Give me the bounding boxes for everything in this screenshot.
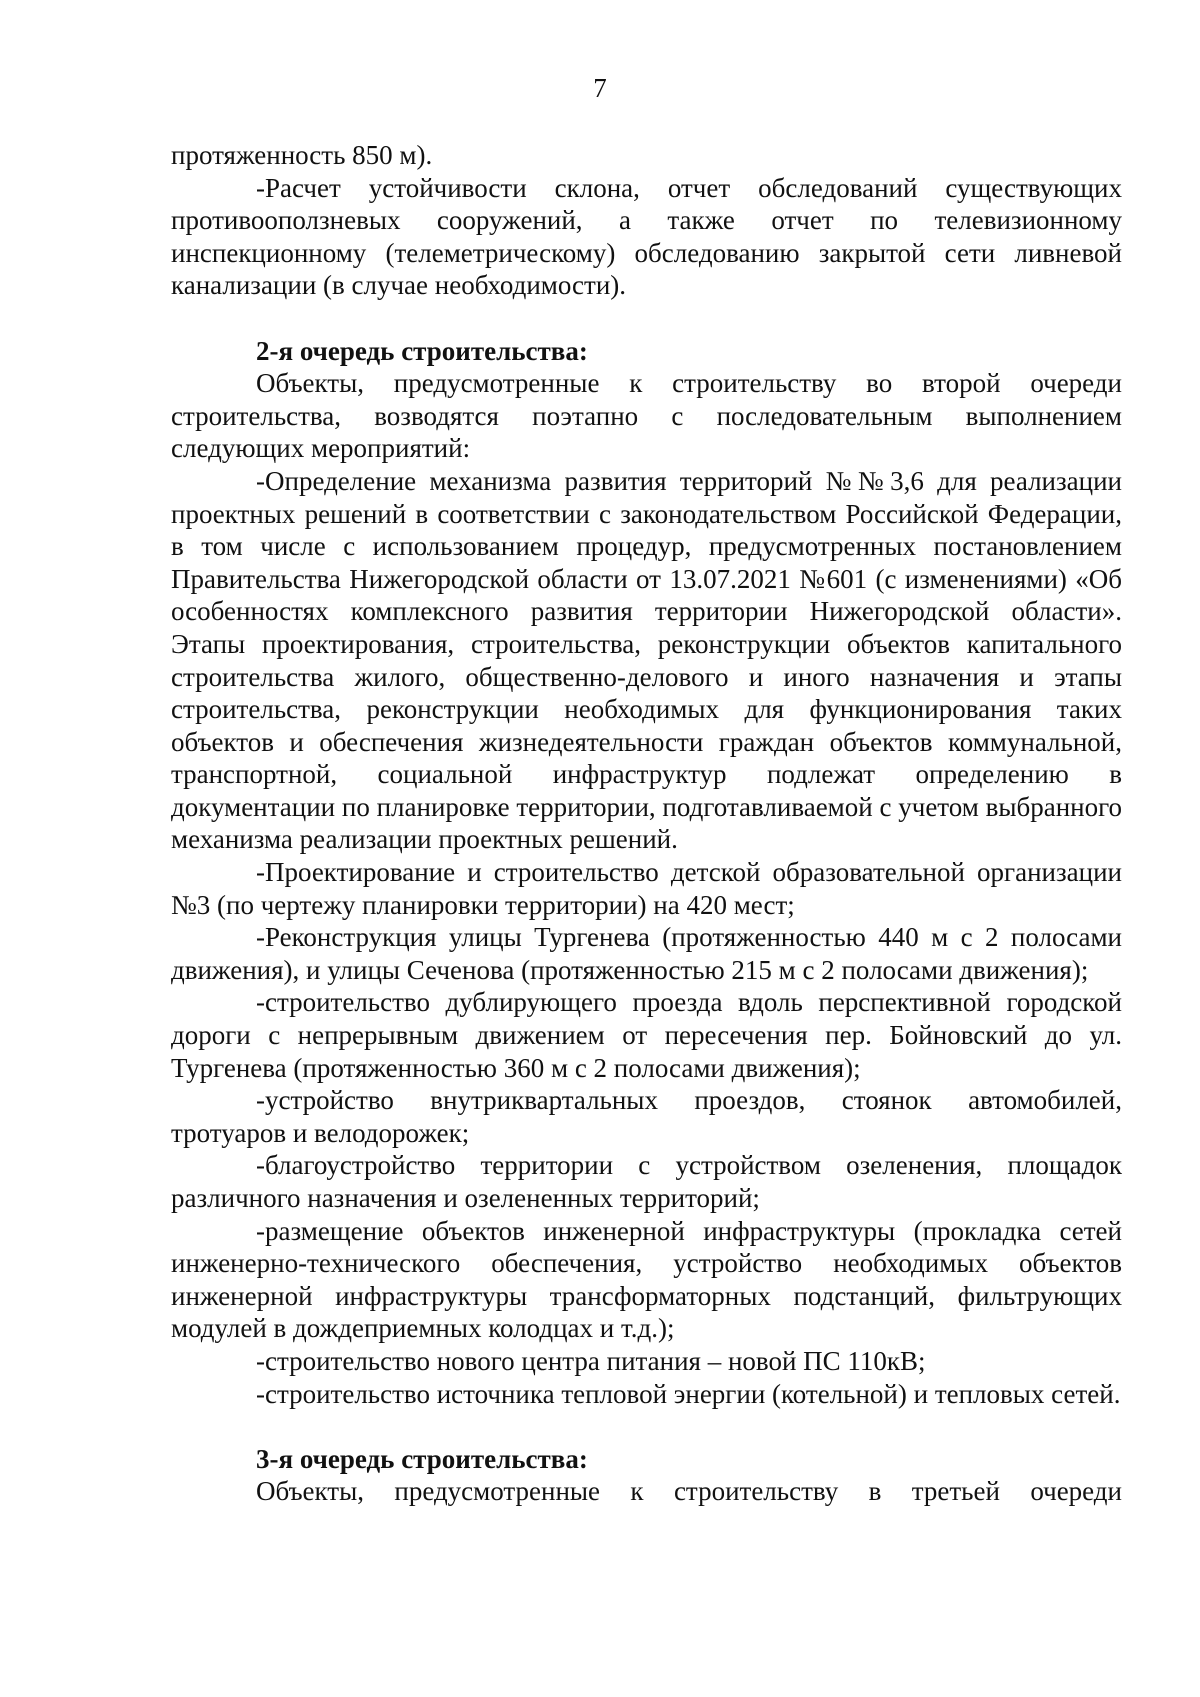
paragraph-street-reconstruction: -Реконструкция улицы Тургенева (протяженностью 440 м с 2 полосами движения), и улицы Сеченова (протяженностью 215 м с 2 полосами движения);: [171, 922, 1122, 985]
paragraph-kindergarten: -Проектирование и строительство детской образовательной организации №3 (по чертежу планировки территории) на 420 мест;: [171, 857, 1122, 920]
spacer: [171, 1410, 1122, 1443]
section-heading-stage-3: 3-я очередь строительства:: [256, 1443, 588, 1474]
paragraph-slope-stability: -Расчет устойчивости склона, отчет обследований существующих противооползневых сооружений, а также отчет по телевизионному инспекционному (телеметрическому) обследованию закрытой сети ливневой канализации (в случае необходимости).: [171, 172, 1122, 301]
spacer: [171, 302, 1122, 335]
paragraph-power-center: -строительство нового центра питания – новой ПС 110кВ;: [256, 1345, 926, 1376]
paragraph-continuation: протяженность 850 м).: [171, 140, 433, 170]
paragraph-inner-driveways: -устройство внутриквартальных проездов, стоянок автомобилей, тротуаров и велодорожек;: [171, 1085, 1122, 1148]
body-text: [171, 139, 1122, 1508]
paragraph-stage-2-intro: Объекты, предусмотренные к строительству во второй очереди строительства, возводятся поэтапно с последовательным выполнением следующих мероприятий:: [171, 368, 1122, 464]
section-heading-stage-2: 2-я очередь строительства:: [256, 335, 588, 366]
paragraph-landscaping: -благоустройство территории с устройством озеленения, площадок различного назначения и озелененных территорий;: [171, 1150, 1122, 1213]
paragraph-heat-source: -строительство источника тепловой энергии (котельной) и тепловых сетей.: [256, 1378, 1121, 1409]
paragraph-stage-3-intro: Объекты, предусмотренные к строительству в третьей очереди: [256, 1476, 1122, 1507]
paragraph-territory-development: -Определение механизма развития территорий №№3,6 для реализации проектных решений в соответствии с законодательством Российской Федерации, в том числе с использованием процедур, предусмотренных постановлением Правительства Нижегородской области от 13.07.2021 №601 (с изменениями) «Об особенностях комплексного развития территории Нижегородской области». Этапы проектирования, строительства, реконструкции объектов капитального строительства жилого, общественно-делового и иного назначения и этапы строительства, реконструкции необходимых для функционирования таких объектов и обеспечения жизнедеятельности граждан объектов коммунальной, транспортной, социальной инфраструктур подлежат определению в документации по планировке территории, подготавливаемой с учетом выбранного механизма реализации проектных решений.: [171, 465, 1122, 855]
paragraph-engineering-infrastructure: -размещение объектов инженерной инфраструктуры (прокладка сетей инженерно-технического обеспечения, устройство необходимых объектов инженерной инфраструктуры трансформаторных подстанций, фильтрующих модулей в дождеприемных колодцах и т.д.);: [171, 1215, 1122, 1344]
paragraph-backup-road: -строительство дублирующего проезда вдоль перспективной городской дороги с непрерывным движением от пересечения пер. Бойновский до ул. Тургенева (протяженностью 360 м с 2 полосами движения);: [171, 987, 1122, 1083]
page-number: 7: [593, 73, 607, 103]
